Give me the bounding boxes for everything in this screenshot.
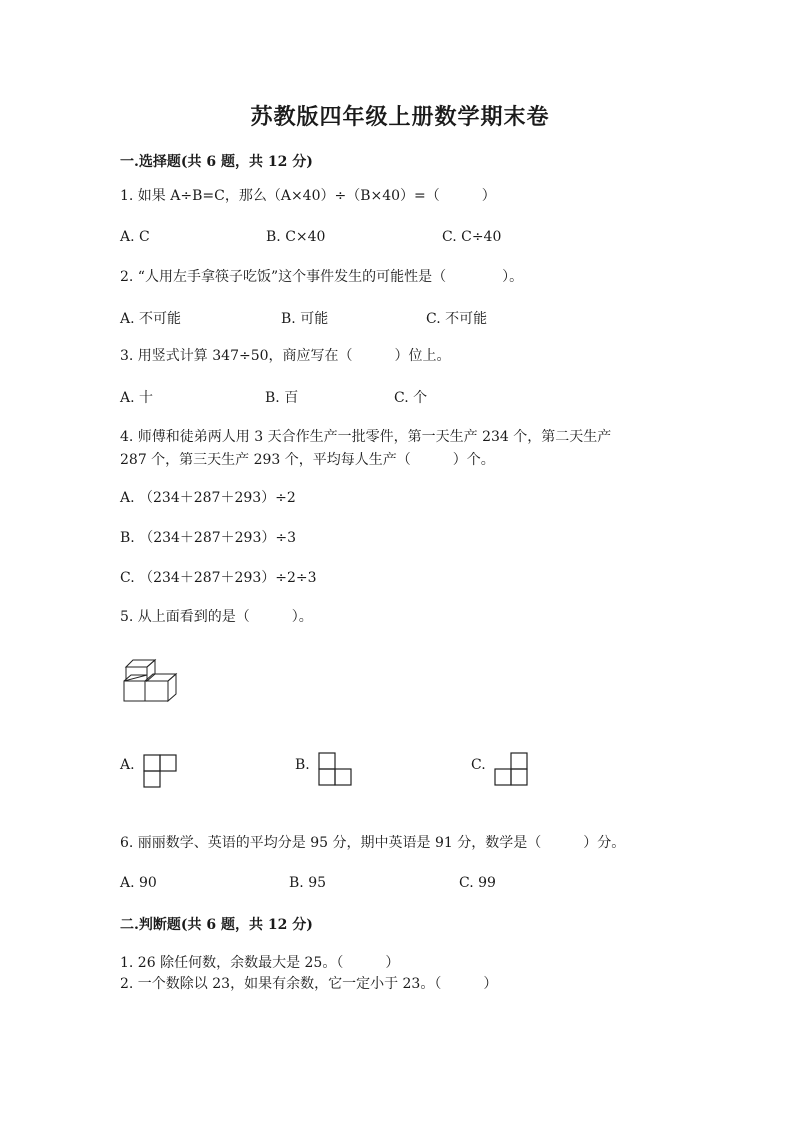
question-5: 5. 从上面看到的是（ ）。 [120,609,313,625]
q1-option-c: C. C÷40 [442,229,502,245]
cube-stack-figure [120,658,182,704]
q6-option-b: B. 95 [289,875,327,891]
question-4-line-2: 287 个，第三天生产 293 个，平均每人生产（ ）个。 [120,452,495,468]
judgment-question-1: 1. 26 除任何数，余数最大是 25。（ ） [120,955,400,971]
question-1: 1. 如果 A÷B=C，那么（A×40）÷（B×40）=（ ） [120,188,496,204]
q5-option-c: C. [471,757,486,773]
q6-option-a: A. 90 [120,875,157,891]
q4-option-b: B. （234＋287＋293）÷3 [120,530,296,546]
question-3: 3. 用竖式计算 347÷50，商应写在（ ）位上。 [120,348,451,364]
q2-option-a: A. 不可能 [120,311,182,327]
section-heading-judgment: 二.判断题(共 6 题，共 12 分) [120,917,313,933]
question-6: 6. 丽丽数学、英语的平均分是 95 分，期中英语是 91 分，数学是（ ）分。 [120,835,626,851]
q5-option-b: B. [295,757,310,773]
q3-option-b: B. 百 [265,390,299,406]
q4-option-a: A. （234＋287＋293）÷2 [120,490,296,506]
q4-option-c: C. （234＋287＋293）÷2÷3 [120,570,317,586]
question-4-line-1: 4. 师傅和徒弟两人用 3 天合作生产一批零件，第一天生产 234 个，第二天生产 [120,429,612,445]
q1-option-a: A. C [120,229,150,245]
q3-option-a: A. 十 [120,390,154,406]
q6-option-c: C. 99 [459,875,496,891]
q3-option-c: C. 个 [394,390,428,406]
judgment-question-2: 2. 一个数除以 23，如果有余数，它一定小于 23。（ ） [120,976,498,992]
section-heading-choice: 一.选择题(共 6 题，共 12 分) [120,154,313,170]
q5-option-b-figure [318,752,354,786]
q5-option-a-figure [143,754,179,788]
q2-option-c: C. 不可能 [426,311,488,327]
page-title: 苏教版四年级上册数学期末卷 [250,104,550,130]
q5-option-a: A. [120,757,135,773]
q2-option-b: B. 可能 [281,311,329,327]
question-2: 2. “人用左手拿筷子吃饭”这个事件发生的可能性是（ ）。 [120,269,524,285]
q1-option-b: B. C×40 [266,229,326,245]
q5-option-c-figure [494,752,530,786]
